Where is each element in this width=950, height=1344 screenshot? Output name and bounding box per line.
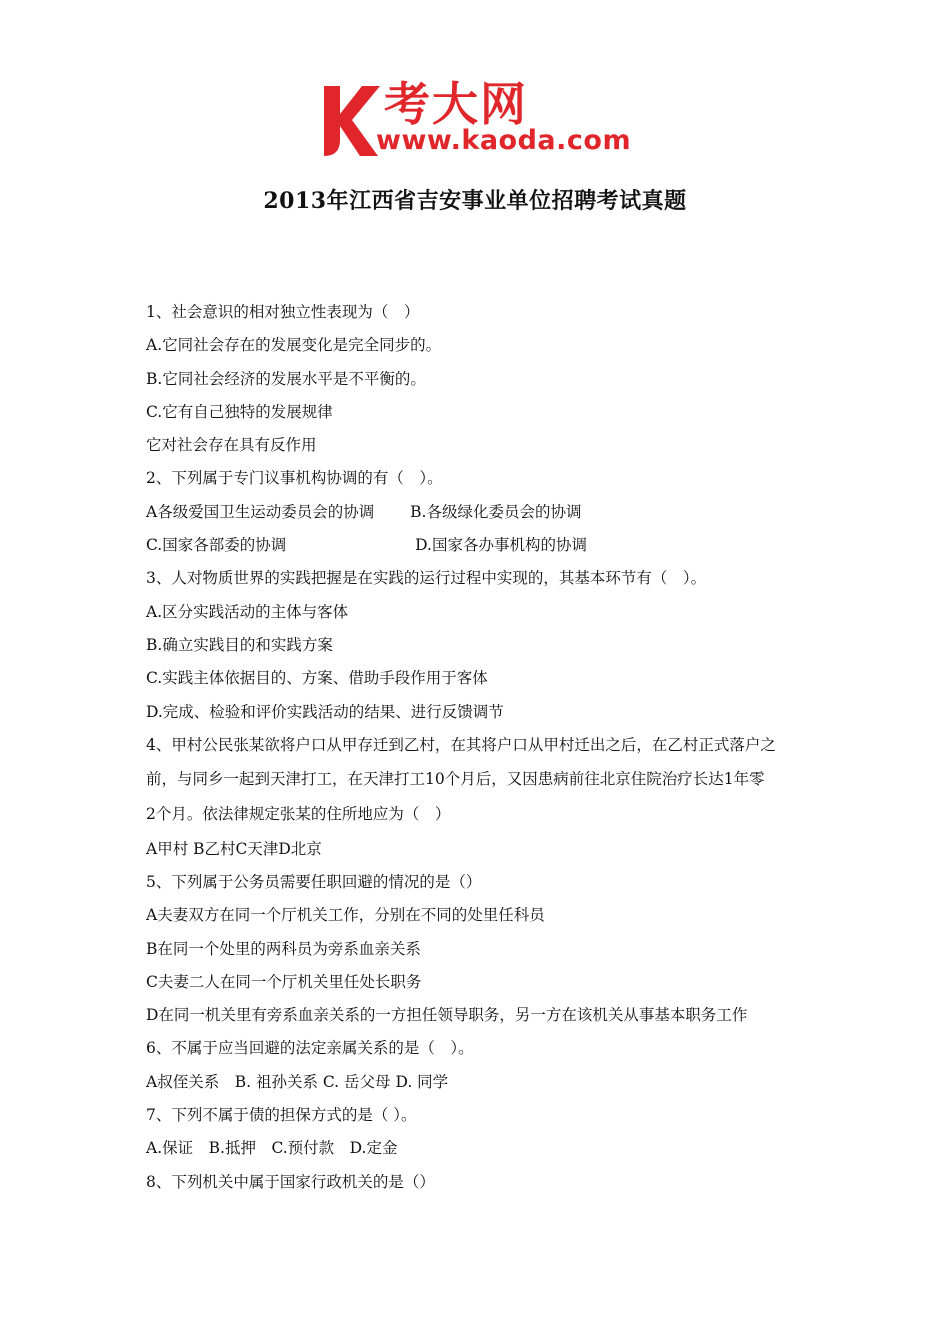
- logo-brand-text: 考大网: [384, 77, 528, 131]
- text-line: 1、社会意识的相对独立性表现为（ ）: [146, 303, 420, 321]
- text-line: B.它同社会经济的发展水平是不平衡的。: [146, 369, 426, 388]
- text-line: 4、甲村公民张某欲将户口从甲存迁到乙村，在其将户口从甲村迁出之后，在乙村正式落户之: [146, 735, 776, 754]
- text-line: 前，与同乡一起到天津打工，在天津打工10个月后，又因患病前往北京住院治疗长达1年零: [146, 770, 765, 789]
- logo-url-text: www.kaoda.com: [376, 125, 632, 156]
- text-line: 7、下列不属于债的担保方式的是（ ）。: [146, 1106, 417, 1125]
- text-line: 6、不属于应当回避的法定亲属关系的是（ ）。: [146, 1039, 474, 1058]
- text-line: A.区分实践活动的主体与客体: [146, 602, 349, 621]
- text-line: C.实践主体依据目的、方案、借助手段作用于客体: [146, 669, 488, 688]
- text-line: 2个月。依法律规定张某的住所地应为（ ）: [146, 805, 451, 824]
- text-line: A.它同社会存在的发展变化是完全同步的。: [146, 336, 442, 355]
- k-logo-icon: [318, 80, 382, 160]
- text-line: C.国家各部委的协调 D.国家各办事机构的协调: [146, 536, 587, 555]
- text-line: 2、下列属于专门议事机构协调的有（ ）。: [146, 469, 443, 488]
- document-title: 2013年江西省吉安事业单位招聘考试真题: [263, 188, 687, 214]
- kaoda-logo: [318, 77, 648, 162]
- text-line: B在同一个处里的两科员为旁系血亲关系: [146, 939, 421, 958]
- text-line: 它对社会存在具有反作用: [146, 436, 317, 455]
- text-line: 3、人对物质世界的实践把握是在实践的运行过程中实现的，其基本环节有（ ）。: [146, 569, 707, 588]
- text-line: C夫妻二人在同一个厅机关里任处长职务: [146, 972, 422, 991]
- text-line: A夫妻双方在同一个厅机关工作，分别在不同的处里任科员: [146, 906, 545, 925]
- text-line: 8、下列机关中属于国家行政机关的是（）: [146, 1172, 435, 1191]
- text-line: C.它有自己独特的发展规律: [146, 402, 333, 421]
- text-line: A叔侄关系 B. 祖孙关系 C. 岳父母 D. 同学: [146, 1072, 449, 1091]
- text-line: 5、下列属于公务员需要任职回避的情况的是（）: [146, 872, 482, 891]
- text-line: D.完成、检验和评价实践活动的结果、进行反馈调节: [146, 702, 504, 721]
- text-line: A各级爱国卫生运动委员会的协调 B.各级绿化委员会的协调: [146, 502, 582, 521]
- text-line: A甲村 B乙村C天津D北京: [146, 839, 322, 858]
- text-line: B.确立实践目的和实践方案: [146, 635, 333, 654]
- question-list: [146, 302, 816, 1205]
- text-line: A.保证 B.抵押 C.预付款 D.定金: [146, 1139, 398, 1158]
- text-line: D在同一机关里有旁系血亲关系的一方担任领导职务，另一方在该机关从事基本职务工作: [146, 1006, 748, 1025]
